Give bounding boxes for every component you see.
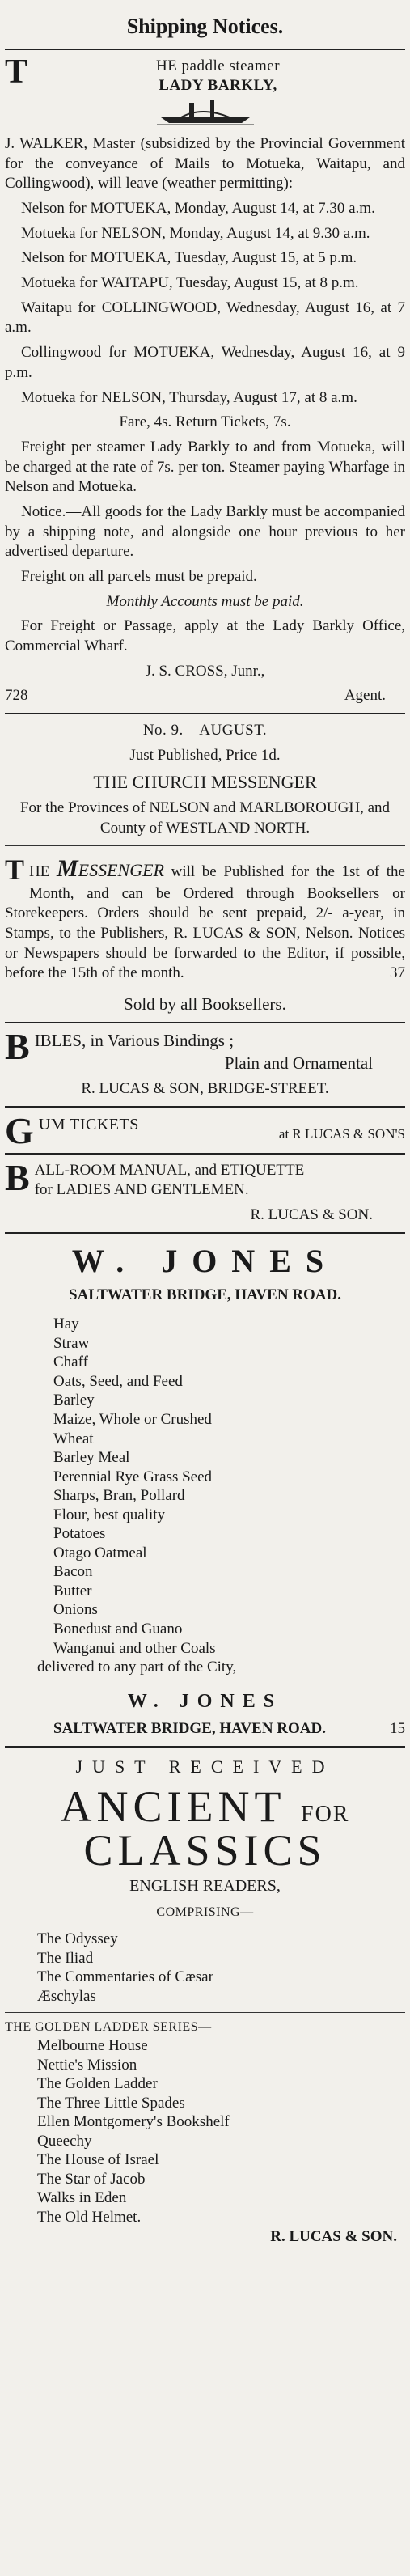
prepaid-note: Freight on all parcels must be prepaid. [21,568,257,586]
list-item: Æschylas [37,1987,96,2005]
divider [5,2012,405,2013]
merchant-name: W. JONES [71,1242,339,1279]
ladder-list [37,2036,405,2226]
bibles-line: Plain and Ornamental [224,1053,373,1073]
newspaper-column [5,0,405,2247]
initial-rest: HE [29,862,50,880]
list-item: Hay [53,1316,79,1333]
classics-advertisement [5,1756,405,2248]
initial-rest: ESSENGER [78,859,164,880]
list-item: The Three Little Spades [37,2094,185,2112]
ballroom-advertisement [5,1156,405,1226]
publication-title: THE CHURCH MESSENGER [93,771,317,792]
list-item: Maize, Whole or Crushed [53,1411,212,1428]
drop-initial: B [5,1156,30,1198]
list-item: The Commentaries of Cæsar [37,1968,213,1986]
fare-line: Fare, 4s. Return Tickets, 7s. [119,413,291,431]
title-word: ANCIENT [60,1782,285,1832]
seller: R. LUCAS & SON. [270,2227,397,2245]
shipping-advertisement [5,53,405,706]
merchant-name: W. JONES [127,1690,283,1712]
list-item: The Star of Jacob [37,2170,146,2188]
ad-reference: 15 [390,1719,405,1737]
steamer-line: HE paddle steamer [155,57,281,74]
ad-reference: 728 [5,687,28,705]
list-item: Bonedust and Guano [53,1621,183,1638]
list-item: Butter [53,1582,92,1599]
sailing-list [5,199,405,408]
list-item: The House of Israel [37,2151,159,2169]
readers-line: ENGLISH READERS, [129,1877,281,1896]
drop-initial: B [5,1026,30,1068]
publication-area: For the Provinces of NELSON and MARLBOROUGH, and County of WESTLAND NORTH. [19,799,391,837]
list-item: Sharps, Bran, Pollard [53,1487,185,1505]
list-item: Queechy [37,2132,92,2150]
sailing-entry: Motueka for NELSON, Thursday, August 17, at 8 a.m. [21,388,357,406]
seller: R. LUCAS & SON. [250,1205,373,1223]
bibles-line: IBLES, in Various Bindings ; [34,1031,235,1051]
title-word: CLASSICS [83,1826,327,1875]
messenger-body: will be Published for the 1st of the Month, and can be Ordered through Booksellers or Storekeepers. Orders should be sent prepaid, 2/- a-year, in Stamps, to the Publishers, R. LUCAS & SON, Nelson. Notices or Newspapers should be forwarded to the Editor, if possible, before the 15th of the month. [5,862,405,982]
classics-list [37,1930,405,2006]
drop-initial: T [5,853,25,886]
list-item: Flour, best quality [53,1506,166,1523]
steamer-description: J. WALKER, Master (subsidized by the Provincial Government for the conveyance of Mails to Motueka, Waitapu, and Collingwood), will leave (weather permitting): — [5,134,405,193]
signer: J. S. CROSS, Junr., [145,662,265,680]
list-item: The Golden Ladder [37,2075,158,2093]
wjones-advertisement [5,1240,405,1739]
list-item: The Iliad [37,1949,94,1967]
list-item: Perennial Rye Grass Seed [53,1468,213,1485]
list-item: Oats, Seed, and Feed [53,1372,183,1390]
published-line: Just Published, Price 1d. [129,746,281,764]
sailing-entry: Motueka for WAITAPU, Tuesday, August 15, at 8 p.m. [21,274,359,292]
ad-reference: 37 [390,964,405,982]
divider [5,1106,405,1108]
steamer-ship-icon [5,98,405,133]
gum-tickets-advertisement [5,1114,405,1146]
list-item: Onions [53,1601,98,1619]
sailing-entry: Motueka for NELSON, Monday, August 14, at 9.30 a.m. [21,224,370,242]
delivery-note: delivered to any part of the City, [37,1659,237,1676]
title-connector: FOR [301,1802,350,1828]
steamer-name: LADY BARKLY, [159,77,277,95]
list-item: Barley Meal [53,1449,130,1467]
church-messenger-advertisement [5,721,405,1015]
freight-note: Freight per steamer Lady Barkly to and from Motueka, will be charged at the rate of 7s. per ton. Steamer paying Wharfage in Nelson and Motueka. [5,438,405,496]
divider [5,1746,405,1748]
monthly-note: Monthly Accounts must be paid. [106,592,304,610]
bibles-advertisement [5,1026,405,1099]
merchant-address: SALTWATER BRIDGE, HAVEN ROAD. [53,1719,326,1737]
ballroom-line: ALL-ROOM MANUAL, and ETIQUETTE [34,1161,305,1179]
gum-text: UM TICKETS [38,1115,139,1133]
list-item: Chaff [53,1354,88,1371]
drop-initial: T [5,53,28,91]
drop-initial: G [5,1113,34,1146]
list-item: Otago Oatmeal [53,1544,147,1561]
list-item: Bacon [53,1563,93,1581]
list-item: The Odyssey [37,1930,118,1948]
sailing-entry: Nelson for MOTUEKA, Tuesday, August 15, at 5 p.m. [21,249,357,267]
seller: R. LUCAS & SON, BRIDGE-STREET. [81,1079,329,1097]
list-item: Potatoes [53,1525,106,1543]
list-item: Barley [53,1392,95,1409]
sailing-entry: Collingwood for MOTUEKA, Wednesday, August 16, at 9 p.m. [5,344,405,381]
list-item: Straw [53,1334,90,1352]
list-item: Wanganui and other Coals [53,1639,216,1657]
list-item: Ellen Montgomery's Bookshelf [37,2113,230,2131]
ballroom-line: for LADIES AND GENTLEMEN. [34,1181,249,1199]
merchant-address-row [5,1719,405,1739]
divider [5,713,405,714]
received-line: JUST RECEIVED [75,1756,335,1777]
list-item: The Old Helmet. [37,2208,142,2226]
comprising-line: COMPRISING— [156,1905,254,1920]
apply-note: For Freight or Passage, apply at the Lady Barkly Office, Commercial Wharf. [5,617,405,655]
sailing-entry: Waitapu for COLLINGWOOD, Wednesday, August 16, at 7 a.m. [5,299,405,337]
ancient-classics-title [5,1782,405,1875]
section-header: Shipping Notices. [126,15,284,38]
divider [5,845,405,846]
issue-number: No. 9.—AUGUST. [142,722,268,739]
divider [5,1022,405,1023]
drop-initial: M [56,854,78,882]
goods-notice: Notice.—All goods for the Lady Barkly must be accompanied by a shipping note, and alongside one hour previous to her advertised departure. [5,502,405,561]
ladder-title: THE GOLDEN LADDER SERIES— [5,2020,212,2035]
sailing-entry: Nelson for MOTUEKA, Monday, August 14, at 7.30 a.m. [21,200,375,218]
agent-title: Agent. [344,687,386,705]
divider [5,49,405,50]
divider [5,1232,405,1234]
divider [5,1153,405,1155]
list-item: Wheat [53,1430,94,1447]
signature-row [5,686,405,706]
merchant-address: SALTWATER BRIDGE, HAVEN ROAD. [69,1286,341,1303]
goods-list [53,1315,405,1658]
list-item: Melbourne House [37,2037,148,2055]
list-item: Walks in Eden [37,2189,127,2207]
sold-line: Sold by all Booksellers. [124,994,286,1014]
messenger-body-block [5,853,405,984]
seller: at R LUCAS & SON'S [278,1125,405,1142]
list-item: Nettie's Mission [37,2056,137,2074]
